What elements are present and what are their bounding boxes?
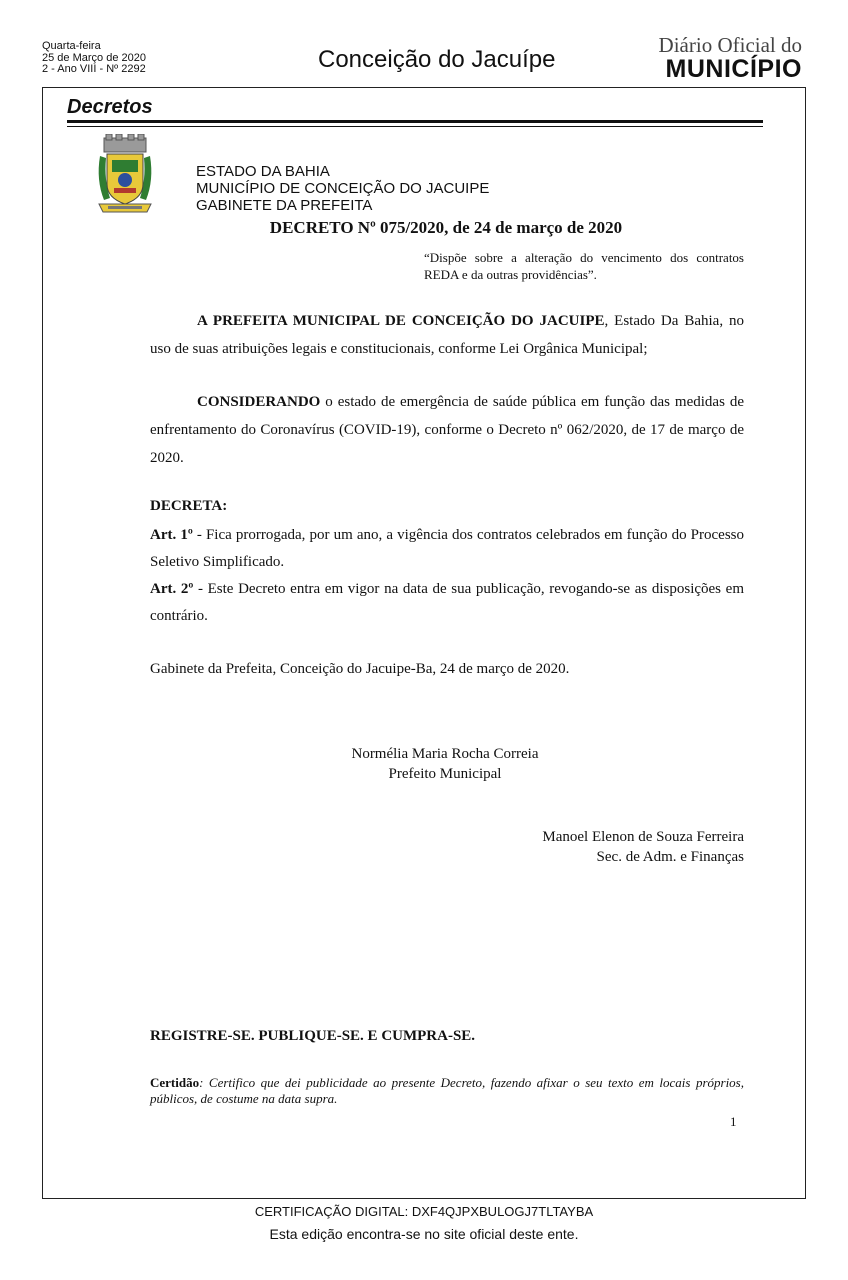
- certidao-statement: [150, 1075, 744, 1107]
- decree-considerando: [150, 388, 744, 472]
- article-1-text: - Fica prorrogada, por um ano, a vigência dos contratos celebrados em função do Processo Seletivo Simplificado.: [150, 527, 744, 570]
- edition-number: 2 - Ano VIII - Nº 2292: [42, 63, 146, 75]
- site-notice: Esta edição encontra-se no site oficial deste ente.: [269, 1226, 579, 1242]
- brand-top-text: Diário Oficial do: [658, 33, 802, 57]
- letterhead: [196, 163, 489, 214]
- section-rule-thin: [67, 126, 763, 127]
- certidao-label: Certidão: [150, 1075, 200, 1090]
- signature-mayor: [332, 744, 558, 784]
- edition-weekday: Quarta-feira: [42, 40, 101, 52]
- edition-info: [42, 41, 146, 76]
- signature-secretary: [492, 827, 744, 867]
- municipality-name: Conceição do Jacuípe: [318, 46, 556, 73]
- registre-statement: REGISTRE-SE. PUBLIQUE-SE. E CUMPRA-SE.: [150, 1028, 476, 1044]
- article-2-label: Art. 2º: [150, 581, 194, 597]
- digital-certification: CERTIFICAÇÃO DIGITAL: DXF4QJPXBULOGJ7TLTAYBA: [254, 1204, 594, 1219]
- signature-mayor-name: Normélia Maria Rocha Correia: [351, 746, 539, 762]
- decree-title: DECRETO Nº 075/2020, de 24 de março de 2020: [269, 218, 623, 237]
- certidao-text: : Certifico que dei publicidade ao presente Decreto, fazendo afixar o seu texto em locais próprios, públicos, de costume na data supra.: [150, 1075, 744, 1106]
- article-2: [150, 576, 744, 630]
- letterhead-state: ESTADO DA BAHIA: [196, 163, 330, 180]
- coat-of-arms-icon: [96, 134, 154, 218]
- decreta-heading: DECRETA:: [150, 498, 228, 514]
- section-title: Decretos: [67, 96, 153, 118]
- letterhead-office: GABINETE DA PREFEITA: [196, 197, 373, 214]
- article-1-label: Art. 1º: [150, 527, 193, 543]
- signature-secretary-role: Sec. de Adm. e Finanças: [596, 849, 744, 865]
- signature-secretary-name: Manoel Elenon de Souza Ferreira: [542, 829, 744, 845]
- decree-summary: “Dispõe sobre a alteração do vencimento dos contratos REDA e da outras providências”.: [424, 250, 744, 282]
- decree-articles: [150, 522, 744, 630]
- considerando-rest: o estado de emergência de saúde pública em função das medidas de enfrentamento do Coronavírus (COVID-19), conforme o Decreto nº 062/2020, de 17 de março de 2020.: [150, 394, 744, 466]
- preamble-bold: A PREFEITA MUNICIPAL DE CONCEIÇÃO DO JACUIPE: [197, 313, 605, 329]
- brand-bottom-text: MUNICÍPIO: [665, 55, 802, 83]
- edition-date: 25 de Março de 2020: [42, 51, 146, 64]
- diario-oficial-logo: [652, 34, 802, 82]
- preamble-rest: , Estado Da Bahia, no uso de suas atribuições legais e constitucionais, conforme Lei Orgânica Municipal;: [150, 313, 744, 357]
- article-1: [150, 522, 744, 576]
- page-number: 1: [730, 1114, 737, 1129]
- signature-mayor-role: Prefeito Municipal: [388, 766, 502, 782]
- closing-place-date: Gabinete da Prefeita, Conceição do Jacuipe-Ba, 24 de março de 2020.: [150, 661, 570, 677]
- considerando-bold: CONSIDERANDO: [197, 394, 321, 410]
- decree-preamble: [150, 307, 744, 363]
- letterhead-municipality: MUNICÍPIO DE CONCEIÇÃO DO JACUIPE: [196, 180, 490, 197]
- section-rule-thick: [67, 120, 763, 123]
- article-2-text: - Este Decreto entra em vigor na data de sua publicação, revogando-se as disposições em contrário.: [150, 581, 744, 624]
